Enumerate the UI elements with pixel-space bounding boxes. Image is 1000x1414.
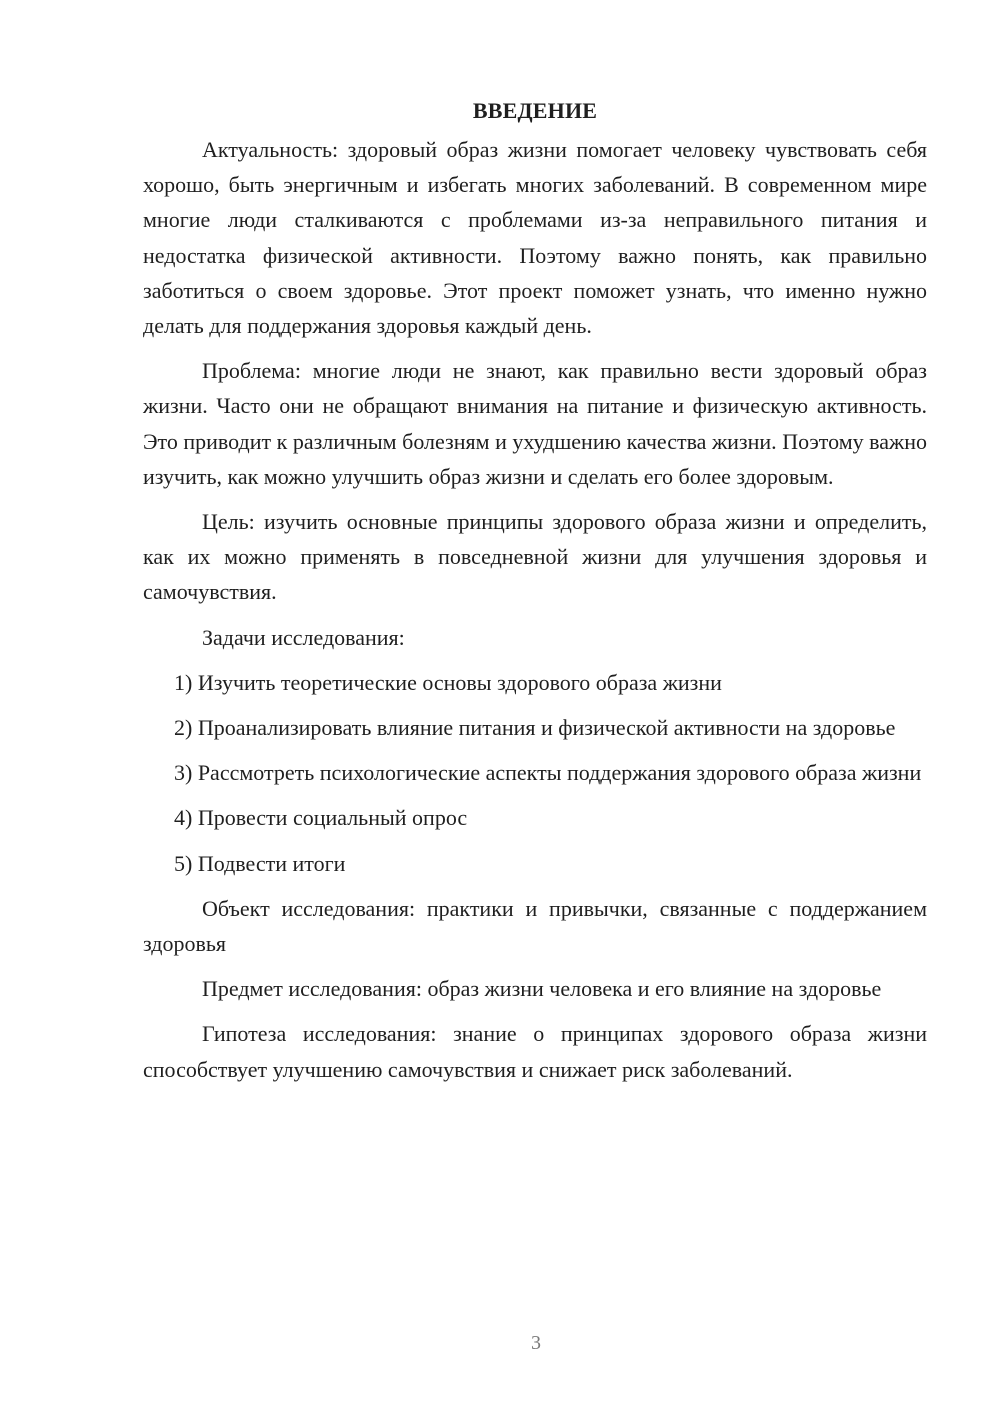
tasks-heading: Задачи исследования:: [202, 624, 405, 650]
task-item-2: 2) Проанализировать влияние питания и физической активности на здоровье: [174, 715, 896, 741]
page-number: 3: [531, 1332, 541, 1354]
page-title: ВВЕДЕНИЕ: [472, 98, 598, 123]
task-item-4: 4) Провести социальный опрос: [174, 805, 468, 831]
task-item-3: 3) Рассмотреть психологические аспекты поддержания здорового образа жизни: [174, 760, 922, 786]
task-item-1: 1) Изучить теоретические основы здорового образа жизни: [174, 669, 722, 695]
page-content: [143, 93, 927, 1097]
relevance-paragraph: Актуальность: здоровый образ жизни помогает человеку чувствовать себя хорошо, быть энергичным и избегать многих заболеваний. В современном мире многие люди сталкиваются с проблемами из-за неправильного питания и недостатка физической активности. Поэтому важно понять, как правильно заботиться о своем здоровье. Этот проект поможет узнать, что именно нужно делать для поддержания здоровья каждый день.: [143, 137, 927, 339]
problem-paragraph: Проблема: многие люди не знают, как правильно вести здоровый образ жизни. Часто они не обращают внимания на питание и физическую активность. Это приводит к различным болезням и ухудшению качества жизни. Поэтому важно изучить, как можно улучшить образ жизни и сделать его более здоровым.: [143, 358, 927, 489]
goal-paragraph: Цель: изучить основные принципы здорового образа жизни и определить, как их можно применять в повседневной жизни для улучшения здоровья и самочувствия.: [143, 509, 927, 605]
task-item-5: 5) Подвести итоги: [174, 850, 346, 876]
subject-paragraph: Предмет исследования: образ жизни человека и его влияние на здоровье: [202, 976, 882, 1002]
hypothesis-paragraph: Гипотеза исследования: знание о принципах здорового образа жизни способствует улучшению самочувствия и снижает риск заболеваний.: [143, 1021, 927, 1082]
object-paragraph: Объект исследования: практики и привычки, связанные с поддержанием здоровья: [143, 895, 927, 957]
